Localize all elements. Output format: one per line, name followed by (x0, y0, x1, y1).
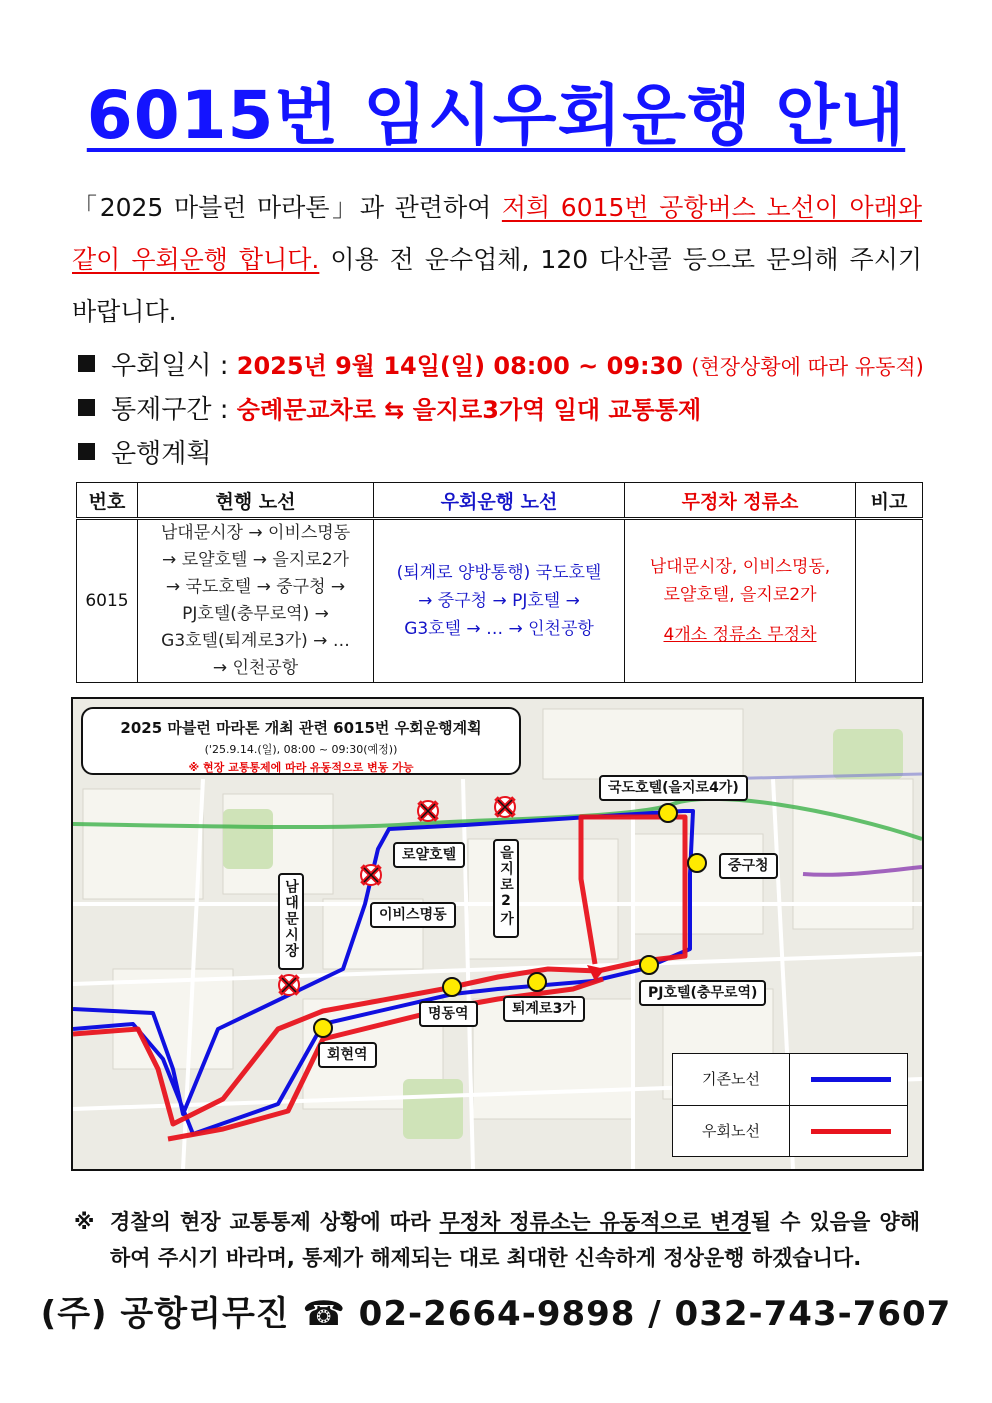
cell-remarks (856, 519, 923, 683)
map-caution: ※ 현장 교통통제에 따라 유동적으로 변동 가능 (188, 761, 414, 774)
bullet-control-section (78, 388, 928, 432)
intro-text-2: 이용 전 운수업체, 120 다산콜 등으로 문의해 주시기 바랍니다. (72, 245, 922, 326)
bullet-label: 운행계획 (111, 439, 212, 469)
header-current-route: 현행 노선 (138, 483, 374, 519)
stop-label-royal: 로얄호텔 (393, 842, 465, 868)
route-map (71, 697, 924, 1171)
route-line: (퇴계로 양방통행) 국도호텔 (396, 563, 602, 583)
stop-label-junggu: 중구청 (719, 853, 778, 879)
note-underlined: 무정차 정류소는 유동적으로 변경 (439, 1210, 751, 1234)
note-mark: ※ (74, 1210, 95, 1234)
header-remarks: 비고 (856, 483, 923, 519)
bullet-label: 통제구간 : (111, 395, 229, 425)
no-stop-line: 남대문시장, 이비스명동, (649, 557, 831, 577)
legend-label: 우회노선 (673, 1106, 790, 1157)
cell-number: 6015 (77, 519, 138, 683)
stop-label-ibis: 이비스명동 (370, 902, 456, 928)
no-stop-summary: 4개소 정류소 무정차 (663, 625, 817, 645)
operation-plan-table (76, 482, 923, 683)
table-row (77, 519, 923, 683)
route-line: G3호텔 → … → 인천공항 (404, 619, 594, 639)
map-subtitle: ('25.9.14.(일), 08:00 ~ 09:30(예정)) (204, 743, 398, 756)
footnote (74, 1204, 920, 1276)
map-title: 2025 마블런 마라톤 개최 관련 6015번 우회운행계획 (120, 719, 482, 737)
bullet-value: 숭례문교차로 ⇆ 을지로3가역 일대 교통통제 (236, 396, 702, 424)
stop-label-hoehyeon: 회현역 (318, 1042, 377, 1068)
route-line: G3호텔(퇴계로3가) → … (161, 631, 350, 651)
intro-paragraph (72, 182, 922, 338)
stop-label-toegye3: 퇴계로3가 (503, 996, 585, 1022)
stop-label-gukdo: 국도호텔(을지로4가) (599, 775, 748, 801)
stop-label-euljiro2: 을지로2가 (493, 839, 519, 938)
stop-label-pj: PJ호텔(충무로역) (639, 980, 766, 1006)
page-title: 6015번 임시우회운행 안내 (86, 77, 906, 154)
contact-line: (주) 공항리무진 ☎ 02-2664-9898 / 032-743-7607 (40, 1294, 952, 1334)
stop-label-myeongdong: 명동역 (419, 1001, 478, 1027)
table-header-row (77, 483, 923, 519)
bullet-operation-plan (78, 432, 928, 476)
map-legend (672, 1053, 908, 1157)
stop-label-namdaemun: 남대문시장 (278, 873, 304, 970)
cell-detour-route (374, 519, 625, 683)
intro-text-1: 「2025 마블런 마라톤」과 관련하여 (72, 193, 502, 222)
bullet-extra: (현장상황에 따라 유동적) (691, 355, 924, 379)
bullet-list (78, 344, 928, 476)
route-line: → 로얄호텔 → 을지로2가 (162, 550, 349, 570)
bullet-label: 우회일시 : (111, 351, 229, 381)
note-text-2: 될 수 있음을 양해하여 주시기 바라며, 통제가 해제되는 대로 최대한 신속하게 정상운행 하겠습니다. (110, 1210, 921, 1270)
legend-line-existing (811, 1077, 891, 1082)
header-number: 번호 (77, 483, 138, 519)
route-line: PJ호텔(충무로역) → (182, 604, 329, 624)
cell-current-route (138, 519, 374, 683)
bullet-detour-time (78, 344, 928, 388)
square-bullet-icon (78, 443, 95, 460)
header-no-stop: 무정차 정류소 (625, 483, 856, 519)
legend-label: 기존노선 (673, 1054, 790, 1105)
cell-no-stop (625, 519, 856, 683)
route-line: → 중구청 → PJ호텔 → (418, 591, 580, 611)
square-bullet-icon (78, 355, 95, 372)
legend-row-existing (673, 1054, 907, 1105)
bullet-value: 2025년 9월 14일(일) 08:00 ~ 09:30 (236, 352, 684, 380)
route-line: → 국도호텔 → 중구청 → (165, 577, 346, 597)
legend-row-detour (673, 1105, 907, 1157)
square-bullet-icon (78, 399, 95, 416)
no-stop-line: 로얄호텔, 을지로2가 (663, 585, 817, 605)
intro-highlight: 저희 6015번 공항버스 노선이 아래와 같이 우회운행 합니다. (72, 193, 922, 274)
map-title-box (81, 707, 521, 775)
legend-line-detour (811, 1129, 891, 1134)
route-line: → 인천공항 (212, 658, 299, 678)
header-detour-route: 우회운행 노선 (374, 483, 625, 519)
route-line: 남대문시장 → 이비스명동 (160, 523, 351, 543)
note-text-1: 경찰의 현장 교통통제 상황에 따라 (110, 1210, 440, 1234)
